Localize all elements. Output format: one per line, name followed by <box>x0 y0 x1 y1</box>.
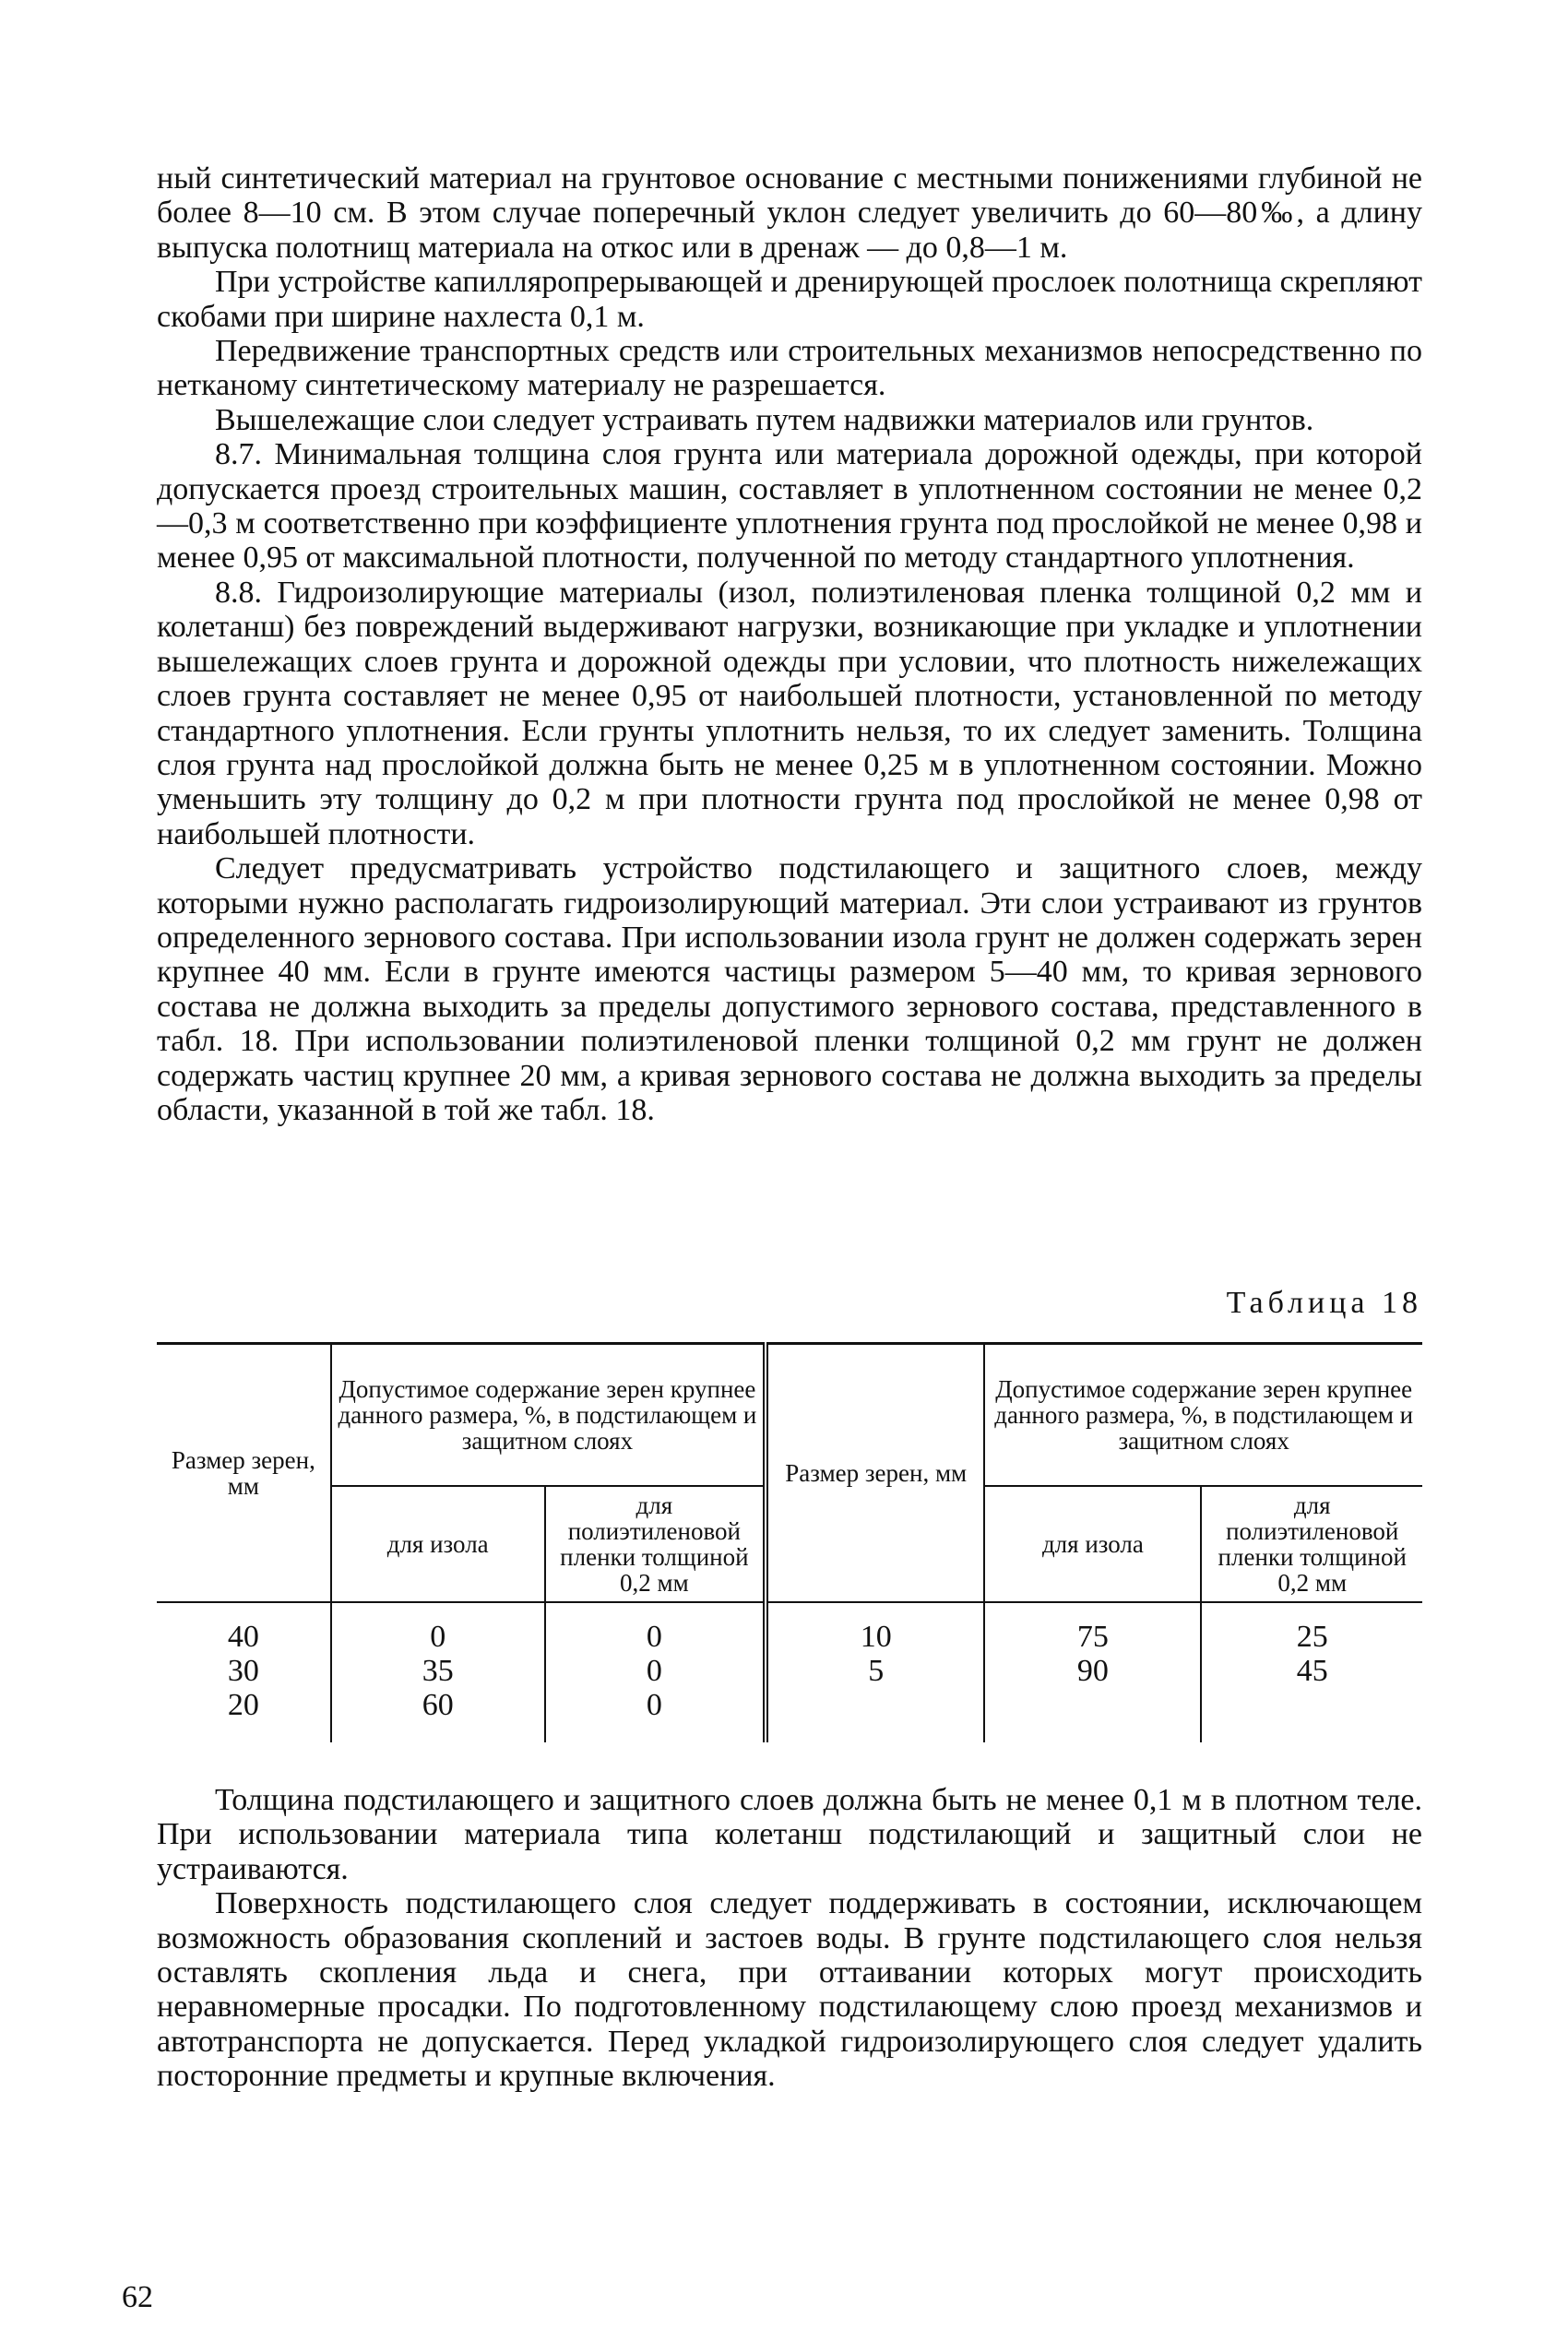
header-izol-right: для изола <box>984 1486 1201 1602</box>
col-size-right <box>766 1602 984 1742</box>
table-cell: 0 <box>646 1620 662 1654</box>
col-film-right <box>1201 1602 1422 1742</box>
paragraph-8-8: 8.8. Гидроизолирующие материалы (изол, полиэтиленовая пленка толщиной 0,2 мм и колетанш) без повреждений выдерживают нагрузки, возникающие при укладке и уплотнении вышележащих слоев грунта и дорожной одежды при условии, что плотность нижележащих слоев грунта составляет не менее 0,95 от наибольшей плотности, установленной по методу стандартного уплотнения. Если грунты уплотнить нельзя, то их следует заменить. Толщина слоя грунта над прослойкой должна быть не менее 0,25 м в уплотненном состоянии. Можно уменьшить эту толщину до 0,2 м при плотности грунта под прослойкой не менее 0,98 от наибольшей плотности. <box>157 575 1422 851</box>
table-cell: 40 <box>227 1620 259 1654</box>
header-film-right: для полиэтиленовой пленки толщиной 0,2 мм <box>1201 1486 1422 1602</box>
paragraph-underlying-layers: Следует предусматривать устройство подстилающего и защитного слоев, между которыми нужно располагать гидроизолирующий материал. Эти слои устраивают из грунтов определенного зернового состава. При использовании изола грунт не должен содержать зерен крупнее 40 мм. Если в грунте имеются частицы размером 5—40 мм, то кривая зернового состава не должна выходить за пределы допустимого зернового состава, представленного в табл. 18. При использовании полиэтиленовой пленки толщиной 0,2 мм грунт не должен содержать частиц крупнее 20 мм, а кривая зернового состава не должна выходить за пределы области, указанной в той же табл. 18. <box>157 851 1422 1127</box>
paragraph-fastening: При устройстве капилляропрерывающей и дренирующей прослоек полотнища скрепляют скобами при ширине нахлеста 0,1 м. <box>157 265 1422 334</box>
table-cell: 20 <box>227 1688 259 1722</box>
table-cell: 75 <box>1076 1620 1109 1654</box>
header-grain-size-right: Размер зерен, мм <box>766 1344 984 1603</box>
table-cell: 35 <box>422 1654 454 1688</box>
col-izol-left <box>331 1602 545 1742</box>
grain-size-table <box>157 1342 1422 1742</box>
table-cell: 90 <box>1076 1654 1109 1688</box>
table-cell: 5 <box>868 1654 885 1688</box>
table-cell: 0 <box>430 1620 446 1654</box>
table-cell: 10 <box>860 1620 892 1654</box>
paragraph-continuation: ный синтетический материал на грунтовое основание с местными понижениями глубиной не более 8—10 см. В этом случае поперечный уклон следует увеличить до 60—80‰, а длину выпуска полотнищ материала на откос или в дренаж — до 0,8—1 м. <box>157 161 1422 265</box>
table-cell: 30 <box>227 1654 259 1688</box>
table-cell: 0 <box>646 1688 662 1722</box>
header-film-left: для полиэтиленовой пленки толщиной 0,2 мм <box>545 1486 766 1602</box>
paragraph-layer-thickness: Толщина подстилающего и защитного слоев должна быть не менее 0,1 м в плотном теле. При использовании материала типа колетанш подстилающий и защитный слои не устраиваются. <box>157 1783 1422 1886</box>
table-cell: 60 <box>422 1688 454 1722</box>
table-cell: 45 <box>1296 1654 1328 1688</box>
body-text-bottom <box>157 1783 1422 2094</box>
col-size-left <box>157 1602 331 1742</box>
table-cell: 25 <box>1296 1620 1328 1654</box>
col-film-left <box>545 1602 766 1742</box>
table-caption: Таблица 18 <box>1226 1286 1422 1320</box>
header-allowed-content-right: Допустимое содержание зерен крупнее данного размера, %, в подстилающем и защитном слоях <box>984 1344 1422 1487</box>
paragraph-surface-preparation: Поверхность подстилающего слоя следует поддерживать в состоянии, исключающем возможность образования скоплений и застоев воды. В грунте подстилающего слоя нельзя оставлять скопления льда и снега, при оттаивании которых могут происходить неравномерные просадки. По подготовленному подстилающему слою проезд механизмов и автотранспорта не допускается. Перед укладкой гидроизолирующего слоя следует удалить посторонние предметы и крупные включения. <box>157 1886 1422 2094</box>
paragraph-traffic: Передвижение транспортных средств или строительных механизмов непосредственно по нетканому синтетическому материалу не разрешается. <box>157 334 1422 403</box>
table-cell: 0 <box>646 1654 662 1688</box>
header-allowed-content-left: Допустимое содержание зерен крупнее данного размера, %, в подстилающем и защитном слоях <box>331 1344 766 1487</box>
page-number: 62 <box>122 2280 153 2314</box>
paragraph-overlying-layers: Вышележащие слои следует устраивать путем надвижки материалов или грунтов. <box>215 402 1314 437</box>
header-izol-left: для изола <box>331 1486 545 1602</box>
header-grain-size-left: Размер зерен, мм <box>157 1344 331 1603</box>
col-izol-right <box>984 1602 1201 1742</box>
paragraph-8-7: 8.7. Минимальная толщина слоя грунта или материала дорожной одежды, при которой допускается проезд строительных машин, составляет в уплотненном состоянии не менее 0,2—0,3 м соответственно при коэффициенте уплотнения грунта под прослойкой не менее 0,98 и менее 0,95 от максимальной плотности, полученной по методу стандартного уплотнения. <box>157 437 1422 576</box>
body-text-top <box>157 161 1422 1127</box>
